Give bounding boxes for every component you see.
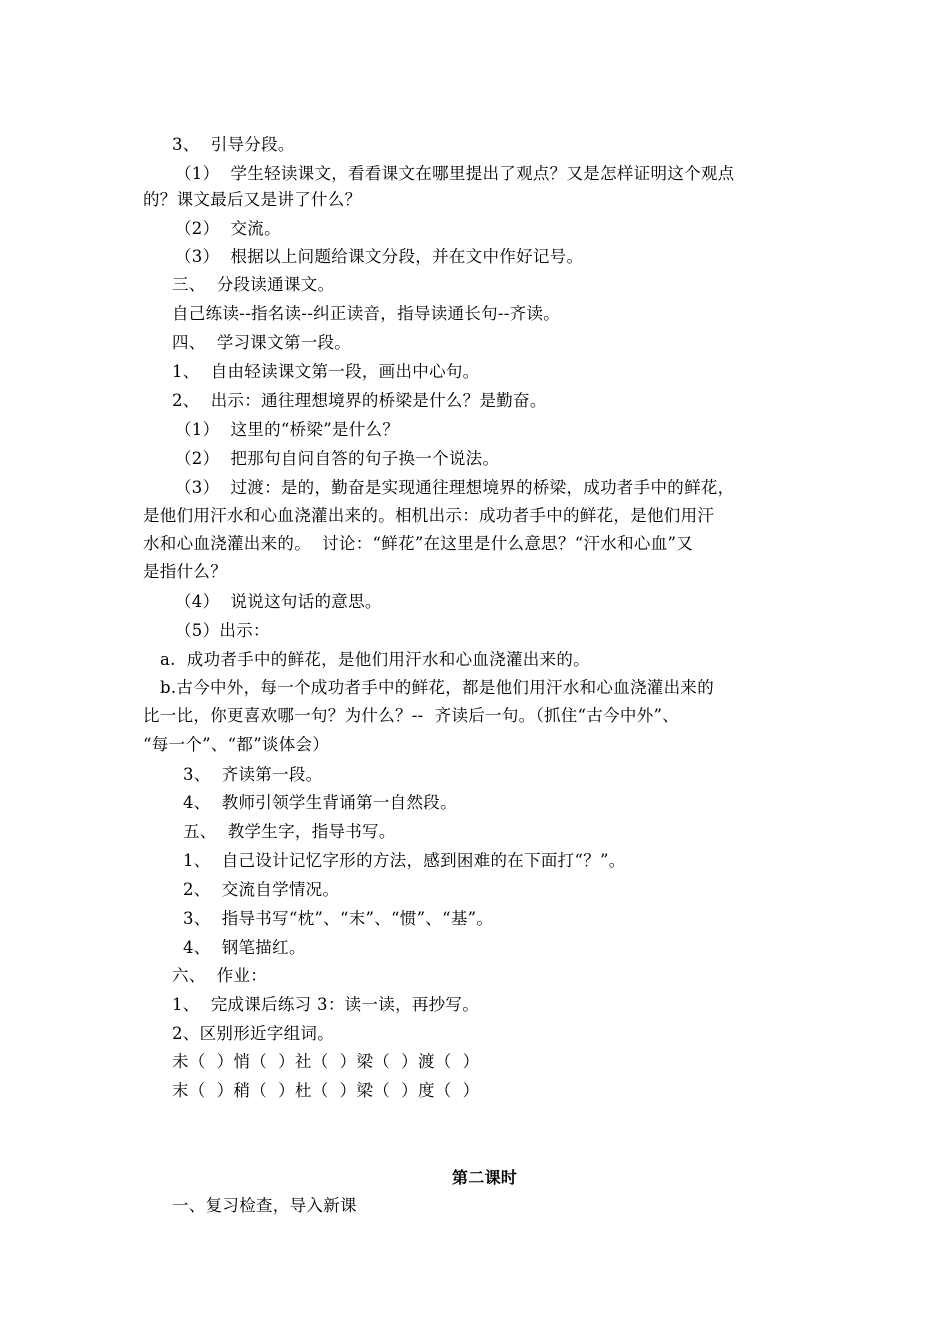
text-line: 五、 教学生字，指导书写。 bbox=[183, 822, 396, 841]
text-line: 1、 完成课后练习 3：读一读，再抄写。 bbox=[172, 995, 480, 1014]
text-line: （2） 交流。 bbox=[175, 219, 281, 238]
text-line: 1、 自由轻读课文第一段，画出中心句。 bbox=[172, 362, 480, 381]
section-title: 第二课时 bbox=[452, 1168, 518, 1187]
text-line: （2） 把那句自问自答的句子换一个说法。 bbox=[175, 449, 500, 468]
text-line: （1） 学生轻读课文，看看课文在哪里提出了观点？又是怎样证明这个观点 bbox=[175, 164, 735, 183]
text-line: （4） 说说这句话的意思。 bbox=[175, 592, 382, 611]
text-line: 2、区别形近字组词。 bbox=[172, 1024, 334, 1043]
text-line: 自己练读--指名读--纠正读音，指导读通长句--齐读。 bbox=[172, 304, 561, 323]
text-line: 比一比，你更喜欢哪一句？为什么？-- 齐读后一句。（抓住“古今中外”、 bbox=[143, 706, 680, 725]
text-line: b.古今中外，每一个成功者手中的鲜花，都是他们用汗水和心血浇灌出来的 bbox=[160, 678, 715, 697]
text-line: 六、 作业： bbox=[172, 966, 268, 985]
text-line: （1） 这里的“桥梁”是什么？ bbox=[175, 420, 400, 439]
text-line: 3、 指导书写“枕”、“末”、“惯”、“基”。 bbox=[183, 909, 494, 928]
text-line: （3） 过渡：是的，勤奋是实现通往理想境界的桥梁，成功者手中的鲜花， bbox=[175, 478, 735, 497]
text-line: a. 成功者手中的鲜花，是他们用汗水和心血浇灌出来的。 bbox=[160, 650, 590, 669]
text-line: 2、 出示：通往理想境界的桥梁是什么？是勤奋。 bbox=[172, 391, 547, 410]
text-line: 4、 教师引领学生背诵第一自然段。 bbox=[183, 793, 457, 812]
text-line: 三、 分段读通课文。 bbox=[172, 275, 335, 294]
text-line: “每一个”、“都”谈体会） bbox=[143, 735, 330, 754]
text-line: （5）出示： bbox=[175, 621, 270, 640]
text-line: 1、 自己设计记忆字形的方法，感到困难的在下面打“？”。 bbox=[183, 851, 626, 870]
text-line: 的？课文最后又是讲了什么？ bbox=[143, 190, 362, 209]
text-line: 未（ ）悄（ ）社（ ）梁（ ）渡（ ） bbox=[172, 1052, 480, 1071]
text-line: 一、复习检查，导入新课 bbox=[172, 1196, 357, 1215]
text-line: 是指什么？ bbox=[143, 562, 227, 581]
text-line: （3） 根据以上问题给课文分段，并在文中作好记号。 bbox=[175, 247, 584, 266]
text-line: 末（ ）稍（ ）杜（ ）梁（ ）度（ ） bbox=[172, 1081, 480, 1100]
text-line: 是他们用汗水和心血浇灌出来的。相机出示：成功者手中的鲜花，是他们用汗 bbox=[143, 506, 715, 525]
text-line: 3、 齐读第一段。 bbox=[183, 765, 323, 784]
text-line: 4、 钢笔描红。 bbox=[183, 938, 306, 957]
text-line: 2、 交流自学情况。 bbox=[183, 880, 340, 899]
text-line: 四、 学习课文第一段。 bbox=[172, 333, 352, 352]
text-line: 水和心血浇灌出来的。 讨论：“鲜花”在这里是什么意思？“汗水和心血”又 bbox=[143, 534, 694, 553]
text-line: 3、 引导分段。 bbox=[172, 135, 295, 154]
